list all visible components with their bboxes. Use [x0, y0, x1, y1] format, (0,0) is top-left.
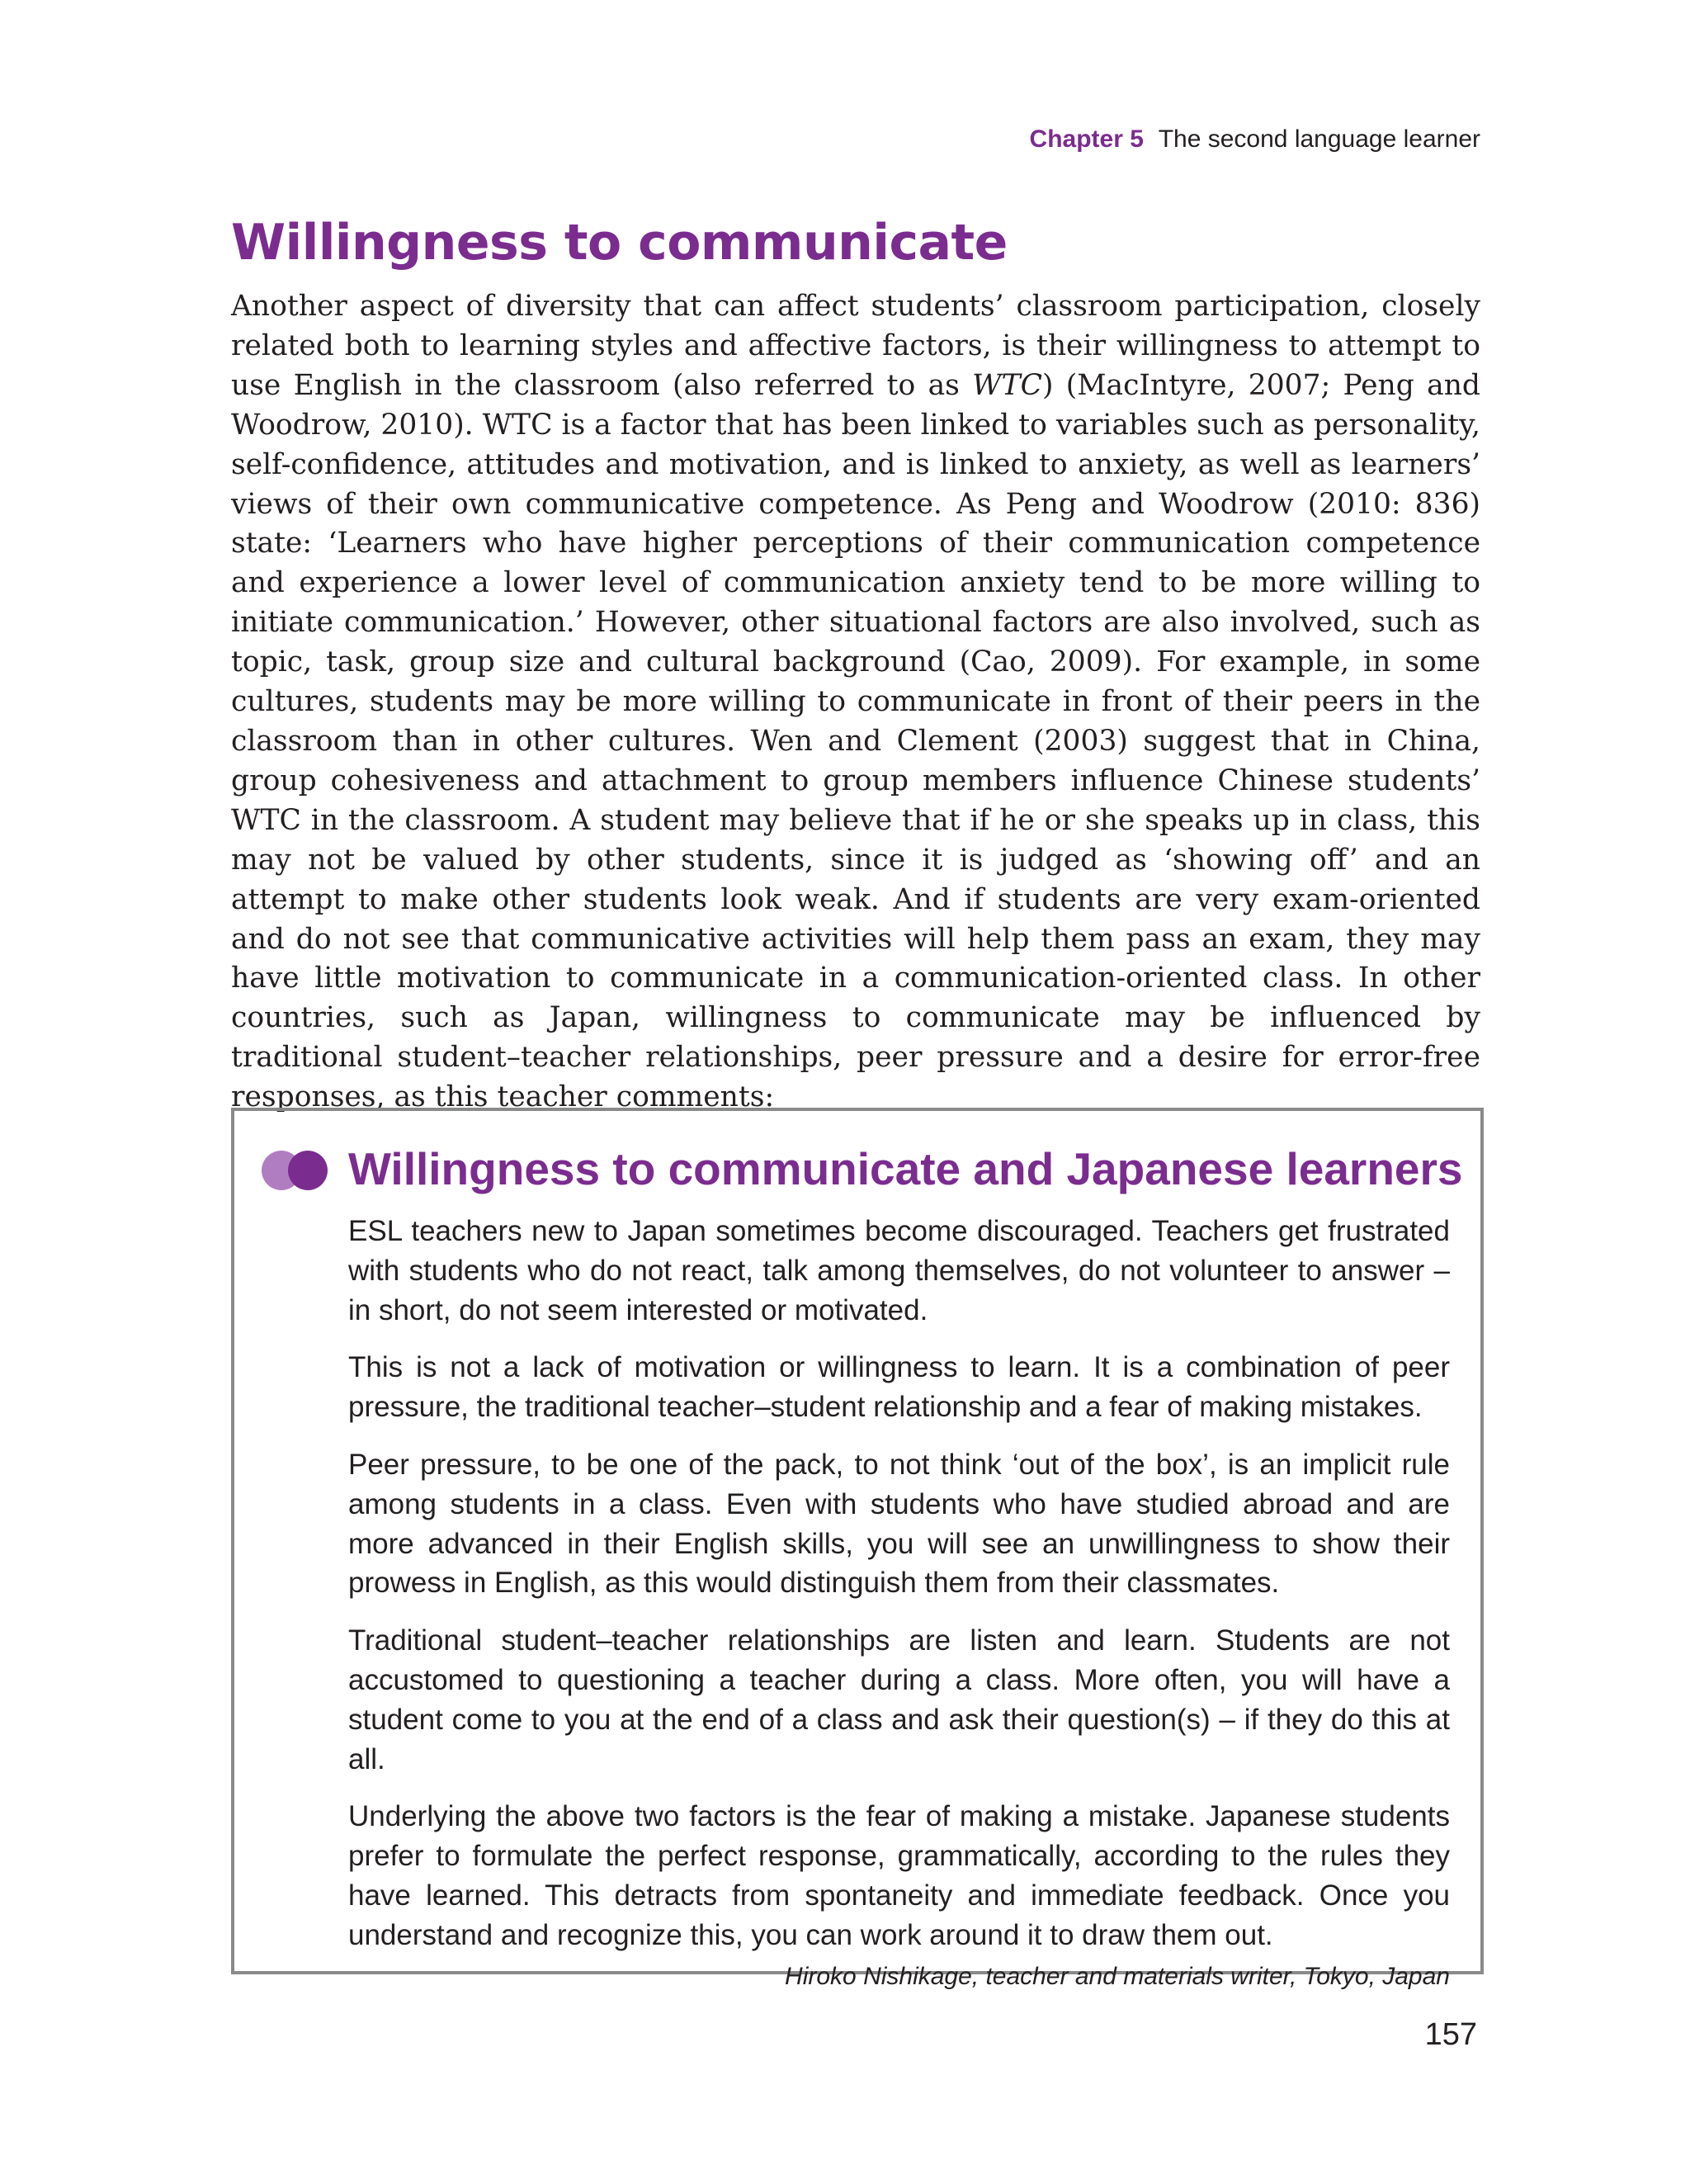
chapter-title: The second language learner [1158, 125, 1480, 153]
page-number: 157 [1424, 2017, 1477, 2052]
box-body [348, 1212, 1450, 1993]
running-head [1030, 125, 1480, 154]
box-paragraph: This is not a lack of motivation or willingness to learn. It is a combination of peer pressure, the traditional teacher–student relationship and a fear of making mistakes. [348, 1351, 1450, 1424]
body-paragraph [231, 287, 1480, 1118]
quote-box [231, 1108, 1484, 1990]
body-paragraph-part1: Another aspect of diversity that can affect students’ classroom participation, closely related both to learning styles and affective factors, is their willingness to attempt to use English in the classroom (also referred to as [231, 290, 1480, 402]
box-paragraph: Traditional student–teacher relationships are listen and learn. Students are not accustomed to questioning a teacher during a class. More often, you will have a student come to you at the end of a class and ask their question(s) – if they do this at all. [348, 1624, 1450, 1775]
body-paragraph-term: WTC [972, 368, 1043, 402]
box-paragraph: ESL teachers new to Japan sometimes become discouraged. Teachers get frustrated with students who do not react, talk among themselves, do not volunteer to answer – in short, do not seem interested or motivated. [348, 1215, 1450, 1326]
box-paragraph: Peer pressure, to be one of the pack, to not think ‘out of the box’, is an implicit rule among students in a class. Even with students who have studied abroad and are more advanced in their English skills, you will see an unwillingness to show their prowess in English, as this would distinguish them from their classmates. [348, 1448, 1450, 1600]
two-circles-icon [261, 1149, 330, 1192]
section-title: Willingness to communicate [231, 214, 1008, 272]
body-paragraph-part2: ) (MacIntyre, 2007; Peng and Woodrow, 2010). WTC is a factor that has been linked to variables such as personality, self-confidence, attitudes and motivation, and is linked to anxiety, as well as learners’ views of their own communicative competence. As Peng and Woodrow (2010: 836) state: ‘Learners who have higher perceptions of their communication competence and experience a lower level of communication anxiety tend to be more willing to initiate communication.’ However, other situational factors are also involved, such as topic, task, group size and cultural background (Cao, 2009). For example, in some cultures, students may be more willing to communicate in front of their peers in the classroom than in other cultures. Wen and Clement (2003) suggest that in China, group cohesiveness and attachment to group members influence Chinese students’ WTC in the classroom. A student may believe that if he or she speaks up in class, this may not be valued by other students, since it is judged as ‘showing off’ and an attempt to make other students look weak. And if students are very exam-oriented and do not see that communicative activities will help them pass an exam, they may have little motivation to communicate in a communication-oriented class. In other countries, such as Japan, willingness to communicate may be influenced by traditional student–teacher relationships, peer pressure and a desire for error-free responses, as this teacher comments: [231, 368, 1480, 1114]
chapter-label: Chapter 5 [1029, 125, 1144, 153]
box-attribution: Hiroko Nishikage, teacher and materials writer, Tokyo, Japan [785, 1962, 1450, 1990]
box-paragraph: Underlying the above two factors is the fear of making a mistake. Japanese students prefer to formulate the perfect response, grammatically, according to the rules they have learned. This detracts from spontaneity and immediate feedback. Once you understand and recognize this, you can work around it to draw them out. [348, 1800, 1450, 1951]
icon-circle-dark [288, 1151, 328, 1190]
box-title: Willingness to communicate and Japanese learners [348, 1143, 1463, 1194]
